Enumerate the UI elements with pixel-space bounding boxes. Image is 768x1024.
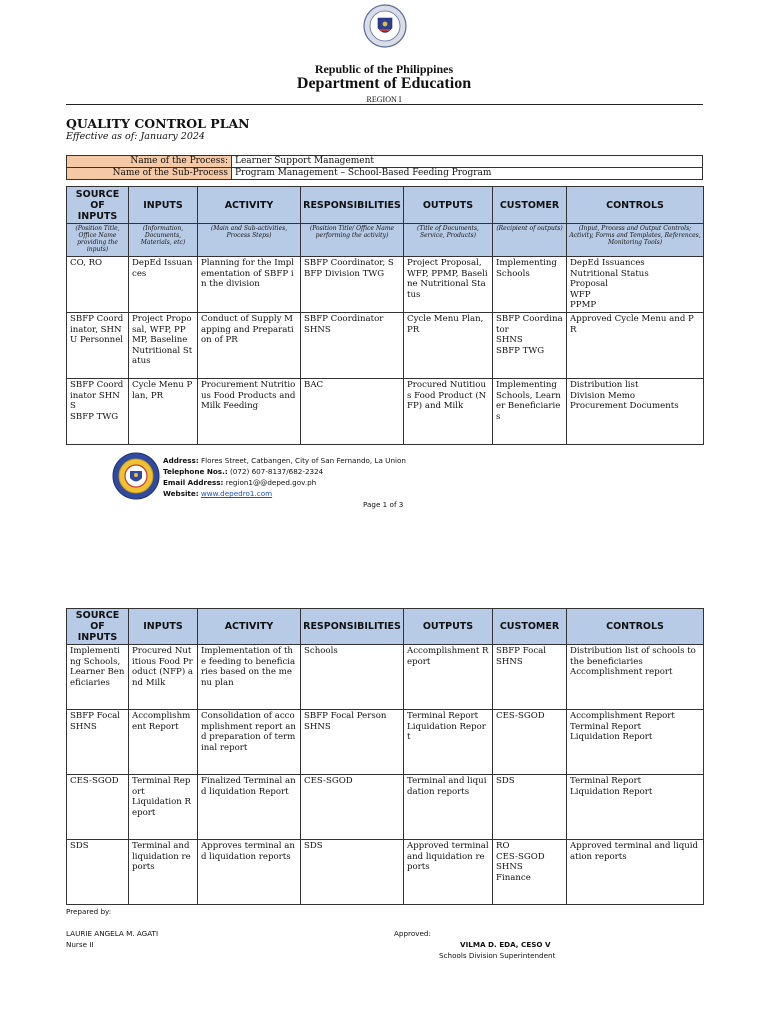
- cell-responsibilities: SBFP Coordinator SHNS: [301, 313, 404, 379]
- cell-responsibilities: SBFP Coordinator, SBFP Division TWG: [301, 257, 404, 313]
- col-subheader-source: (Position Title, Office Name providing the inputs): [67, 224, 129, 257]
- cell-inputs: DepEd Issuances: [129, 257, 198, 313]
- cell-controls: Accomplishment Report Terminal Report Liquidation Report: [567, 710, 704, 775]
- col-header-inputs: INPUTS: [129, 609, 198, 645]
- cell-outputs: Procured Nutitious Food Product (NFP) and Milk: [404, 379, 493, 445]
- plan-title: QUALITY CONTROL PLAN: [66, 116, 250, 131]
- table-row: [67, 379, 704, 445]
- header-row: [67, 187, 704, 224]
- cell-source-of-inputs: Implementing Schools, Learner Beneficiaries: [67, 645, 129, 710]
- col-header-customer: CUSTOMER: [493, 187, 567, 224]
- cell-source-of-inputs: SBFP Coordinator, SHNU Personnel: [67, 313, 129, 379]
- subprocess-name-value: Program Management – School-Based Feeding Program: [232, 168, 703, 180]
- cell-activity: Planning for the Implementation of SBFP in the division: [198, 257, 301, 313]
- effective-date: Effective as of: January 2024: [66, 131, 205, 142]
- approver-name: VILMA D. EDA, CESO V: [460, 940, 551, 949]
- approved-label: Approved:: [394, 929, 431, 938]
- cell-responsibilities: Schools: [301, 645, 404, 710]
- cell-customer: SDS: [493, 775, 567, 840]
- col-subheader-responsibilities: (Position Title/ Office Name performing the activity): [301, 224, 404, 257]
- phone-label: Telephone Nos.:: [163, 467, 228, 476]
- table-row: [67, 840, 704, 905]
- cell-customer: SBFP Coordinator SHNS SBFP TWG: [493, 313, 567, 379]
- col-subheader-outputs: (Title of Documents, Service, Products): [404, 224, 493, 257]
- deped-seal-icon: [363, 4, 407, 48]
- process-row: [67, 156, 703, 168]
- cell-outputs: Cycle Menu Plan, PR: [404, 313, 493, 379]
- department-name: Department of Education: [296, 75, 472, 92]
- col-header-responsibilities: RESPONSIBILITIES: [301, 609, 404, 645]
- col-header-source: SOURCE OF INPUTS: [67, 187, 129, 224]
- phone-line: [163, 466, 406, 477]
- header-row: [67, 609, 704, 645]
- col-header-outputs: OUTPUTS: [404, 187, 493, 224]
- address-value: Flores Street, Catbangen, City of San Fernando, La Union: [201, 456, 406, 465]
- process-name-value: Learner Support Management: [232, 156, 703, 168]
- cell-controls: Terminal Report Liquidation Report: [567, 775, 704, 840]
- cell-outputs: Accomplishment Report: [404, 645, 493, 710]
- deped-region-seal-icon: [112, 452, 160, 500]
- cell-controls: Approved terminal and liquidation reports: [567, 840, 704, 905]
- preparer-title: Nurse II: [66, 940, 94, 949]
- table-row: [67, 313, 704, 379]
- address-label: Address:: [163, 456, 199, 465]
- cell-source-of-inputs: CES-SGOD: [67, 775, 129, 840]
- cell-activity: Implementation of the feeding to beneficiaries based on the menu plan: [198, 645, 301, 710]
- process-info-table: [66, 155, 703, 180]
- process-name-label: Name of the Process:: [67, 156, 232, 168]
- table-row: [67, 775, 704, 840]
- subprocess-name-label: Name of the Sub-Process: [67, 168, 232, 180]
- cell-customer: Implementing Schools, Learner Beneficiaries: [493, 379, 567, 445]
- col-header-responsibilities: RESPONSIBILITIES: [301, 187, 404, 224]
- cell-inputs: Project Proposal, WFP, PPMP, Baseline Nutritional Status: [129, 313, 198, 379]
- cell-controls: DepEd Issuances Nutritional Status Proposal WFP PPMP: [567, 257, 704, 313]
- cell-customer: CES-SGOD: [493, 710, 567, 775]
- col-header-customer: CUSTOMER: [493, 609, 567, 645]
- col-header-controls: CONTROLS: [567, 187, 704, 224]
- quality-control-table-page2: [66, 608, 704, 905]
- cell-inputs: Terminal Report Liquidation Report: [129, 775, 198, 840]
- phone-value: (072) 607-8137/682-2324: [230, 467, 324, 476]
- table-body-page1: [67, 257, 704, 445]
- table-row: [67, 257, 704, 313]
- col-header-outputs: OUTPUTS: [404, 609, 493, 645]
- page-number: Page 1 of 3: [363, 500, 404, 509]
- cell-source-of-inputs: SBFP Focal SHNS: [67, 710, 129, 775]
- col-header-controls: CONTROLS: [567, 609, 704, 645]
- website-link[interactable]: www.depedro1.com: [200, 489, 273, 498]
- region-label: REGION I: [366, 95, 402, 104]
- col-header-inputs: INPUTS: [129, 187, 198, 224]
- cell-activity: Procurement Nutritious Food Products and Milk Feeding: [198, 379, 301, 445]
- email-label: Email Address:: [163, 478, 224, 487]
- cell-inputs: Cycle Menu Plan, PR: [129, 379, 198, 445]
- cell-source-of-inputs: SDS: [67, 840, 129, 905]
- cell-activity: Conduct of Supply Mapping and Preparation of PR: [198, 313, 301, 379]
- cell-responsibilities: SBFP Focal Person SHNS: [301, 710, 404, 775]
- cell-responsibilities: BAC: [301, 379, 404, 445]
- cell-inputs: Accomplishment Report: [129, 710, 198, 775]
- subprocess-row: [67, 168, 703, 180]
- cell-activity: Finalized Terminal and liquidation Report: [198, 775, 301, 840]
- subheader-row: [67, 224, 704, 257]
- email-line: [163, 477, 406, 488]
- header-divider: [66, 104, 703, 105]
- quality-control-table-page1: [66, 186, 704, 445]
- table-row: [67, 645, 704, 710]
- table-row: [67, 710, 704, 775]
- cell-responsibilities: CES-SGOD: [301, 775, 404, 840]
- cell-activity: Approves terminal and liquidation reports: [198, 840, 301, 905]
- website-line: [163, 488, 406, 499]
- prepared-by-label: Prepared by:: [66, 907, 112, 916]
- cell-customer: SBFP Focal SHNS: [493, 645, 567, 710]
- cell-source-of-inputs: CO, RO: [67, 257, 129, 313]
- col-header-activity: ACTIVITY: [198, 187, 301, 224]
- cell-outputs: Approved terminal and liquidation reports: [404, 840, 493, 905]
- col-header-activity: ACTIVITY: [198, 609, 301, 645]
- cell-controls: Distribution list of schools to the beneficiaries Accomplishment report: [567, 645, 704, 710]
- cell-activity: Consolidation of accomplishment report and preparation of terminal report: [198, 710, 301, 775]
- table-body-page2: [67, 645, 704, 905]
- email-value: region1@@deped.gov.ph: [225, 478, 317, 487]
- cell-inputs: Procured Nutitious Food Product (NFP) and Milk: [129, 645, 198, 710]
- website-label: Website:: [163, 489, 199, 498]
- republic-label: Republic of the Philippines: [314, 62, 454, 76]
- cell-responsibilities: SDS: [301, 840, 404, 905]
- col-subheader-activity: (Main and Sub-activities, Process Steps): [198, 224, 301, 257]
- cell-customer: Implementing Schools: [493, 257, 567, 313]
- approver-title: Schools Division Superintendent: [439, 951, 556, 960]
- address-line: [163, 455, 406, 466]
- col-subheader-customer: (Recipient of outputs): [493, 224, 567, 257]
- col-header-source: SOURCE OF INPUTS: [67, 609, 129, 645]
- cell-outputs: Project Proposal, WFP, PPMP, Baseline Nutritional Status: [404, 257, 493, 313]
- col-subheader-controls: (Input, Process and Output Controls; Activity, Forms and Templates, References, Monitoring Tools): [567, 224, 704, 257]
- cell-controls: Distribution list Division Memo Procurement Documents: [567, 379, 704, 445]
- cell-outputs: Terminal Report Liquidation Report: [404, 710, 493, 775]
- contact-info: [163, 455, 406, 499]
- cell-controls: Approved Cycle Menu and PR: [567, 313, 704, 379]
- cell-source-of-inputs: SBFP Coordinator SHNS SBFP TWG: [67, 379, 129, 445]
- col-subheader-inputs: (Information, Documents, Materials, etc): [129, 224, 198, 257]
- cell-inputs: Terminal and liquidation reports: [129, 840, 198, 905]
- cell-outputs: Terminal and liquidation reports: [404, 775, 493, 840]
- preparer-name: LAURIE ANGELA M. AGATI: [66, 929, 159, 938]
- cell-customer: RO CES-SGOD SHNS Finance: [493, 840, 567, 905]
